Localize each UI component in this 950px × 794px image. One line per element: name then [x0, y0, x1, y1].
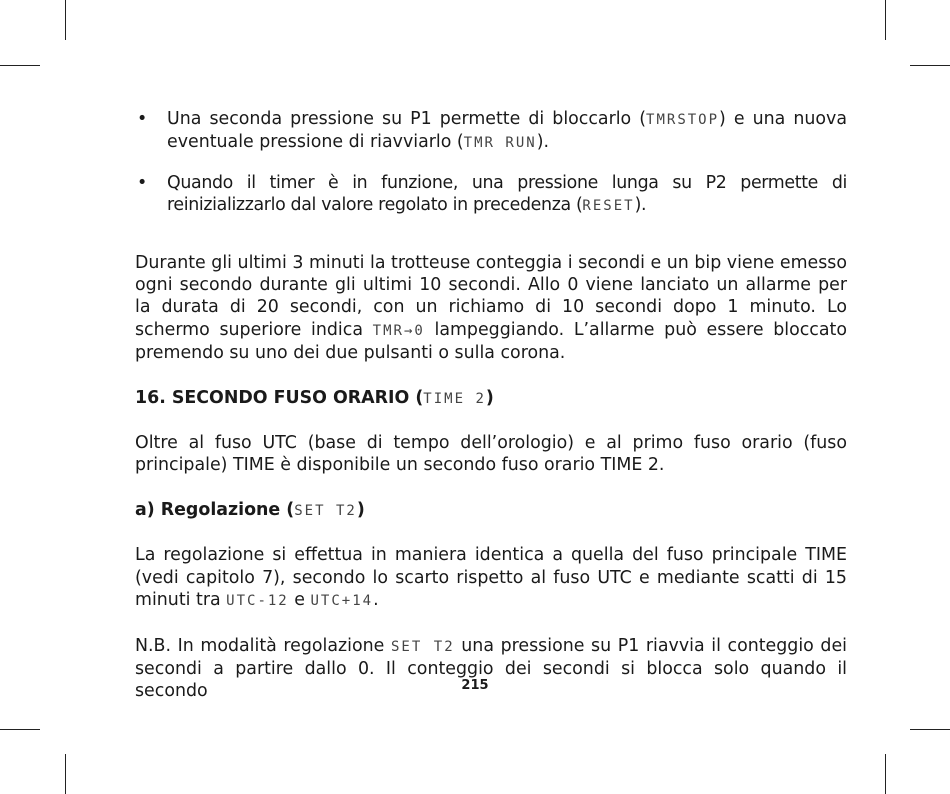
page-number: 215 — [461, 678, 489, 693]
crop-mark-bottom-left — [65, 754, 66, 794]
crop-mark-left-bottom — [0, 729, 40, 730]
lcd-text-utc-minus12: UTC-12 — [226, 593, 289, 610]
lcd-text-set-t2-inline: SET T2 — [391, 638, 455, 655]
paragraph-nb: N.B. In modalità regolazione SET T2 una pressione su P1 riavvia il conteggio dei secondi a partire dallo 0. Il conteggio dei secondi si blocca solo quando il secondo — [135, 635, 847, 702]
section-heading-16: 16. SECONDO FUSO ORARIO (TIME 2) — [135, 387, 494, 408]
crop-mark-left-top — [0, 65, 40, 66]
crop-mark-right-top — [910, 65, 950, 66]
crop-mark-right-bottom — [910, 729, 950, 730]
crop-mark-bottom-right — [885, 754, 886, 794]
bullet-item-stop: • Una seconda pressione su P1 permette di bloccarlo (TMRSTOP) e una nuova eventuale pressione di riavviarlo (TMR RUN). — [137, 109, 847, 153]
paragraph-alarm: Durante gli ultimi 3 minuti la trotteuse conteggia i secondi e un bip viene emesso ogni secondo durante gli ultimi 10 secondi. Allo 0 viene lanciato un allarme per la durata di 20 secondi, con un richiamo di 10 secondi dopo 1 minuto. Lo schermo superiore indica TMR→0 lampeggiando. L’allarme può essere bloccato premendo su uno dei due pulsanti o sulla corona. — [135, 252, 847, 364]
bullet-marker: • — [137, 109, 148, 129]
subsection-heading-a: a) Regolazione (SET T2) — [135, 499, 365, 520]
lcd-text-tmrrun: TMR RUN — [463, 135, 537, 152]
crop-mark-top-right — [885, 0, 886, 40]
lcd-text-tmrstop: TMRSTOP — [646, 112, 720, 128]
lcd-text-reset: RESET — [582, 198, 635, 215]
lcd-text-utc-plus14: UTC+14 — [310, 593, 374, 610]
lcd-text-tmr-zero: TMR→0 — [372, 322, 425, 339]
bullet-marker: • — [137, 172, 147, 193]
bullet-item-reset: • Quando il timer è in funzione, una pressione lunga su P2 permette di reinizializzarlo dal valore regolato in precedenza (RESET). — [137, 172, 847, 216]
paragraph-regolazione: La regolazione si effettua in maniera identica a quella del fuso principale TIME (vedi capitolo 7), secondo lo scarto rispetto al fuso UTC e mediante scatti di 15 minuti tra UTC-12 e UTC+14. — [135, 545, 847, 611]
crop-mark-top-left — [65, 0, 66, 40]
lcd-text-time2: TIME 2 — [423, 390, 486, 407]
lcd-text-set-t2: SET T2 — [294, 502, 357, 519]
paragraph-time2-intro: Oltre al fuso UTC (base di tempo dell’orologio) e al primo fuso orario (fuso principale) TIME è disponibile un secondo fuso orario TIME 2. — [135, 433, 847, 476]
page-content — [135, 108, 847, 703]
